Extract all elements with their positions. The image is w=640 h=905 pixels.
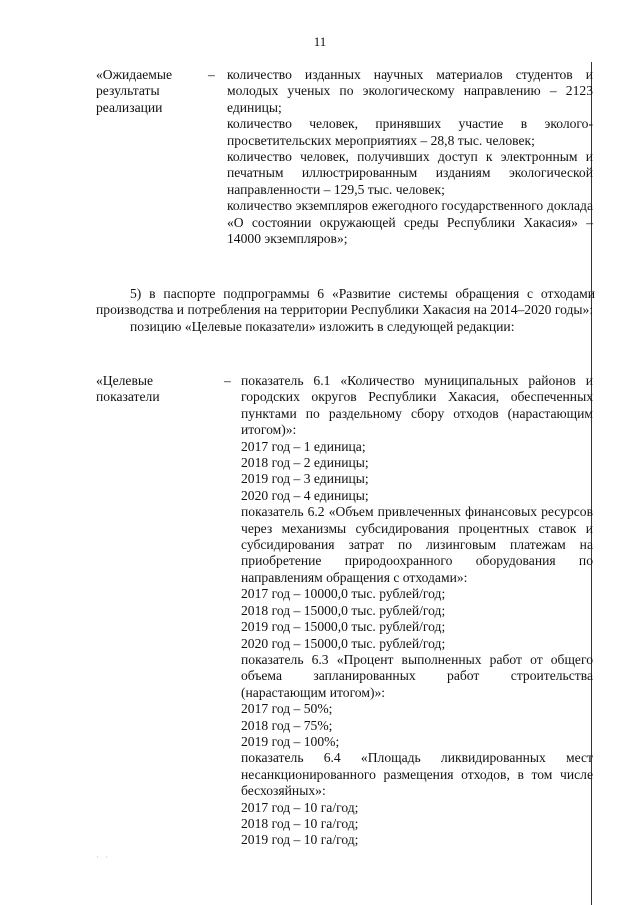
indicator-line: 2017 год – 1 единица; xyxy=(241,438,366,454)
indicator-line: 2019 год – 3 единицы; xyxy=(241,471,369,487)
section-5 xyxy=(96,286,595,335)
result-item: количество человек, получивших доступ к электронным и печатным иллюстрированным изданиям экологической направленности – 129,5 тыс. человек; xyxy=(227,149,593,197)
indicator-line: показатель 6.4 «Площадь ликвидированных мест несанкционированного размещения отходов, в том числе бесхозяйных»: xyxy=(241,750,593,799)
indicator-line: 2018 год – 2 единицы; xyxy=(241,455,369,471)
expected-results-content xyxy=(227,67,593,247)
indicator-line: 2019 год – 10 га/год; xyxy=(241,832,359,848)
label-line: «Целевые xyxy=(96,373,154,388)
result-item: количество изданных научных материалов студентов и молодых ученых по экологическому направлению – 2123 единицы; xyxy=(227,67,593,115)
indicator-line: показатель 6.1 «Количество муниципальных районов и городских округов Республики Хакасия, обеспеченных пунктами по раздельному сбору отходов (нарастающим итогом)»: xyxy=(241,373,593,438)
target-indicators-label xyxy=(96,373,206,406)
indicator-line: 2018 год – 15000,0 тыс. рублей/год; xyxy=(241,602,446,618)
indicator-line: 2018 год – 75%; xyxy=(241,717,333,733)
label-line: реализации xyxy=(96,99,163,115)
scan-artifact-mark: · · xyxy=(96,852,111,862)
indicator-line: 2017 год – 10000,0 тыс. рублей/год; xyxy=(241,586,446,602)
result-item: количество человек, принявших участие в эколого-просветительских мероприятиях – 28,8 тыс. человек; xyxy=(227,116,593,148)
page-number: 11 xyxy=(313,34,327,49)
indicator-line: 2017 год – 10 га/год; xyxy=(241,799,359,815)
indicator-line: 2020 год – 4 единицы; xyxy=(241,487,369,503)
expected-results-label xyxy=(96,67,206,116)
indicator-line: 2018 год – 10 га/год; xyxy=(241,815,359,831)
indicator-line: показатель 6.3 «Процент выполненных работ от общего объема запланированных работ строительства (нарастающим итогом)»: xyxy=(241,651,593,700)
indicator-line: 2017 год – 50%; xyxy=(241,701,333,717)
indicator-line: показатель 6.2 «Объем привлеченных финансовых ресурсов через механизмы субсидирования процентных ставок и субсидирования затрат по лизинговым платежам на приобретение природоохранного оборудования по направлениям обращения с отходами»: xyxy=(241,504,593,585)
label-dash: – xyxy=(208,67,215,82)
label-line: результаты xyxy=(96,83,160,99)
label-line: «Ожидаемые xyxy=(96,67,173,82)
section-5-paragraph: 5) в паспорте подпрограммы 6 «Развитие системы обращения с отходами производства и потребления на территории Республики Хакасия на 2014–2020 годы»: xyxy=(96,286,595,318)
indicator-line: 2020 год – 15000,0 тыс. рублей/год; xyxy=(241,635,446,651)
section-5-instruction: позицию «Целевые показатели» изложить в следующей редакции: xyxy=(130,318,515,334)
result-item: количество экземпляров ежегодного государственного доклада «О состоянии окружающей среды Республики Хакасия» – 14000 экземпляров»; xyxy=(227,198,593,247)
indicator-line: 2019 год – 100%; xyxy=(241,733,340,749)
target-indicators-content xyxy=(241,373,593,849)
indicator-line: 2019 год – 15000,0 тыс. рублей/год; xyxy=(241,619,446,635)
label-line: показатели xyxy=(96,389,160,405)
label-dash: – xyxy=(224,373,231,388)
